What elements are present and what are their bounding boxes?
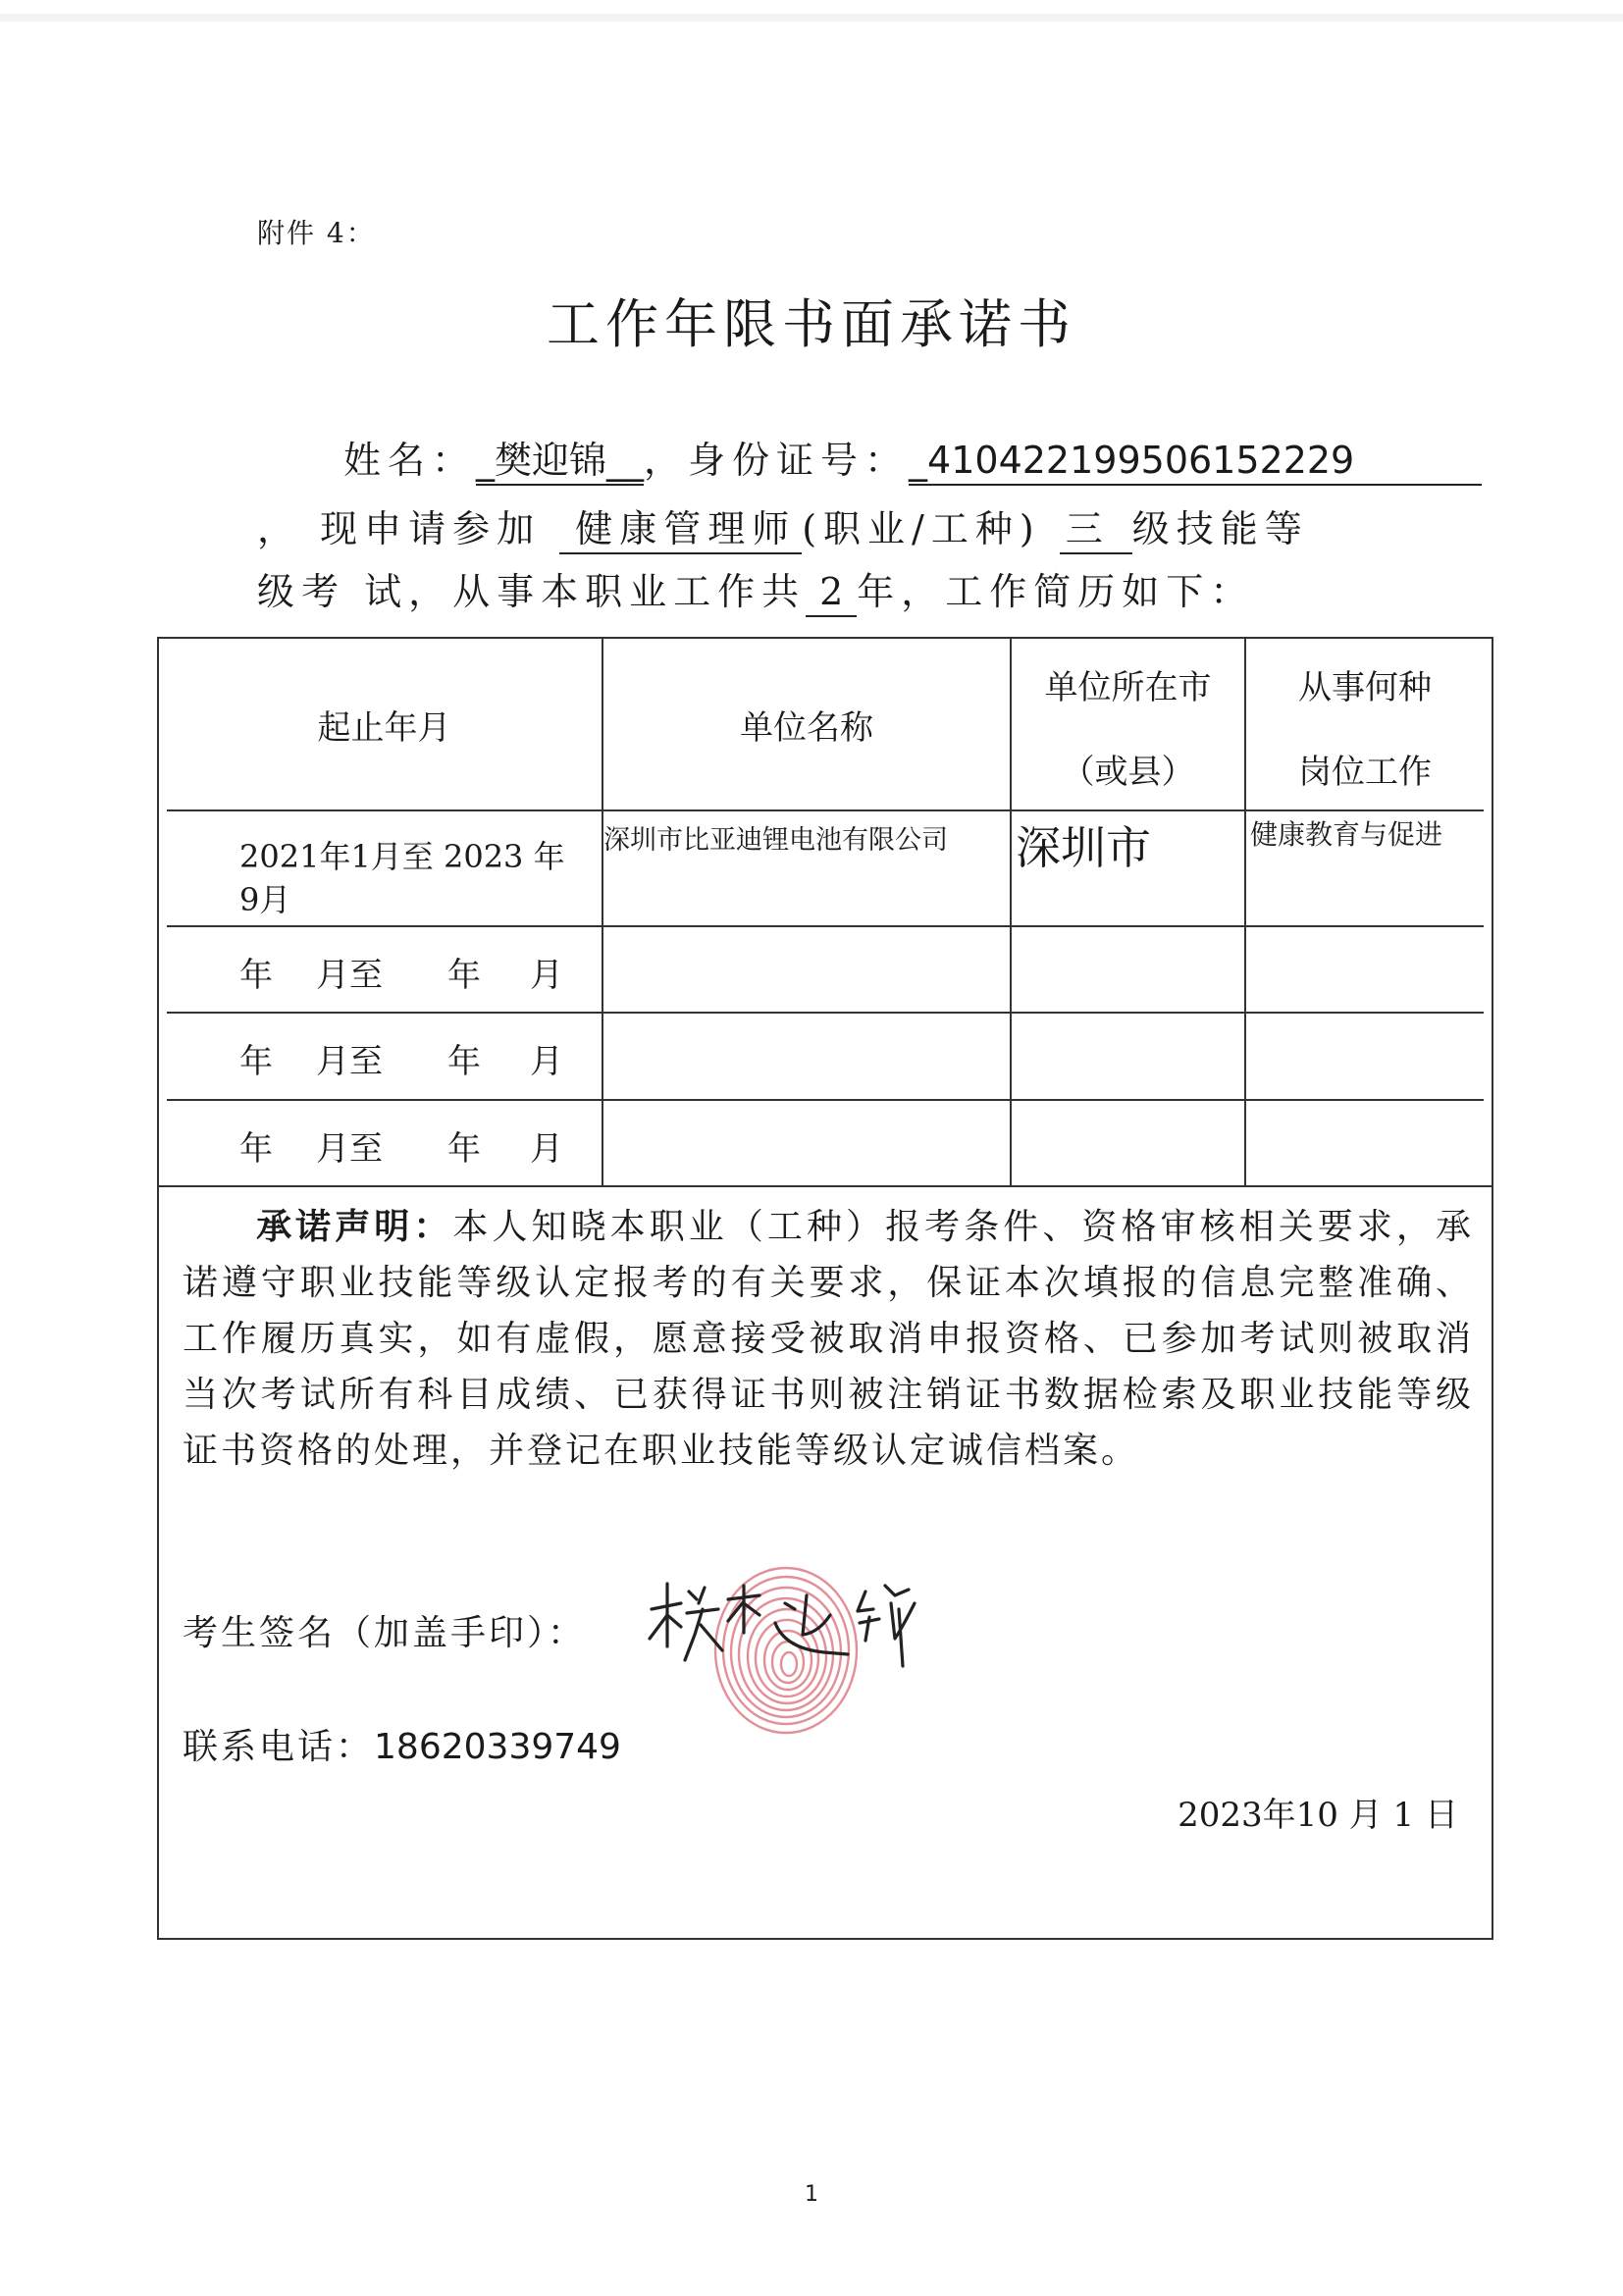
year-label: 年 [239,1129,273,1169]
statement-body: 本人知晓本职业（工种）报考条件、资格审核相关要求，承诺遵守职业技能等级认定报考的有关要求，保证本次填报的信息完整准确、工作履历真实，如有虚假，愿意接受被取消申报资格、已参加考试则被取消当次考试所有科目成绩、已获得证书则被注销证书数据检索及职业技能等级证书资格的处理，并登记在职业技能等级认定诚信档案。 [183,1207,1474,1471]
month-to-label: 月至 [316,1042,383,1081]
commitment-statement [183,1199,1474,1479]
intro-line-3 [257,561,1254,617]
years-value: 2 [806,572,857,617]
phone-value: 18620339749 [374,1727,621,1767]
blank-row-period [239,1122,563,1170]
level-suffix: 级技能等 [1131,507,1309,550]
year-label: 年 [239,956,273,995]
document-title: 工作年限书面承诺书 [547,293,1076,355]
statement-heading: 承诺声明： [255,1207,453,1247]
header-city-line1: 单位所在市 [1044,667,1212,707]
signature-label: 考生签名（加盖手印）： [183,1613,587,1653]
row1-employer: 深圳市比亚迪锂电池有限公司 [603,825,948,856]
month-to-label: 月至 [316,1129,383,1169]
blank-row-period [239,1034,563,1082]
header-city-line2: （或县） [1061,752,1195,792]
page-number: 1 [805,2182,818,2207]
name-value: _樊迎锦__ [476,441,644,486]
occupation-suffix: (职业/工种) [802,507,1041,550]
table-rule [1244,639,1246,1185]
table-rule [167,1012,1484,1014]
month-label: 月 [530,956,563,995]
header-employer: 单位名称 [740,707,873,748]
table-rule [167,1099,1484,1101]
apply-prefix: ， 现申请参加 [257,507,542,550]
attachment-label: 附件 4： [257,217,376,249]
phone-label: 联系电话： [183,1727,375,1767]
row1-city: 深圳市 [1016,821,1151,874]
table-rule [1010,639,1012,1185]
month-label: 月 [530,1129,563,1169]
occupation-value: 健康管理师 [559,509,802,554]
exam-suffix: 年，工作简历如下： [857,570,1255,613]
id-label: ，身份证号： [644,439,910,482]
header-period: 起止年月 [317,707,451,748]
table-rule [167,925,1484,927]
table-rule [167,809,1484,811]
row1-period-line2: 9月 [239,881,291,918]
scan-edge [0,14,1623,22]
exam-prefix: 级考 试，从事本职业工作共 [257,570,807,613]
row1-post: 健康教育与促进 [1250,818,1443,851]
handwritten-signature [638,1570,932,1697]
phone-line [183,1719,621,1769]
month-to-label: 月至 [316,956,383,995]
signing-date: 2023年10 月 1 日 [1178,1796,1458,1835]
header-post-line2: 岗位工作 [1298,752,1432,792]
intro-line-2 [257,498,1309,554]
year-label: 年 [447,1129,481,1169]
level-value: 三 [1060,509,1132,554]
header-post-line1: 从事何种 [1298,667,1432,707]
blank-row-period [239,948,563,996]
month-label: 月 [530,1042,563,1081]
name-label: 姓名： [343,439,477,482]
row1-period-line1: 2021年1月至 2023 年 [239,838,565,875]
id-value: _410422199506152229 [909,441,1482,486]
year-label: 年 [447,1042,481,1081]
year-label: 年 [447,956,481,995]
intro-line-1 [343,430,1482,486]
table-rule [157,1185,1493,1187]
year-label: 年 [239,1042,273,1081]
